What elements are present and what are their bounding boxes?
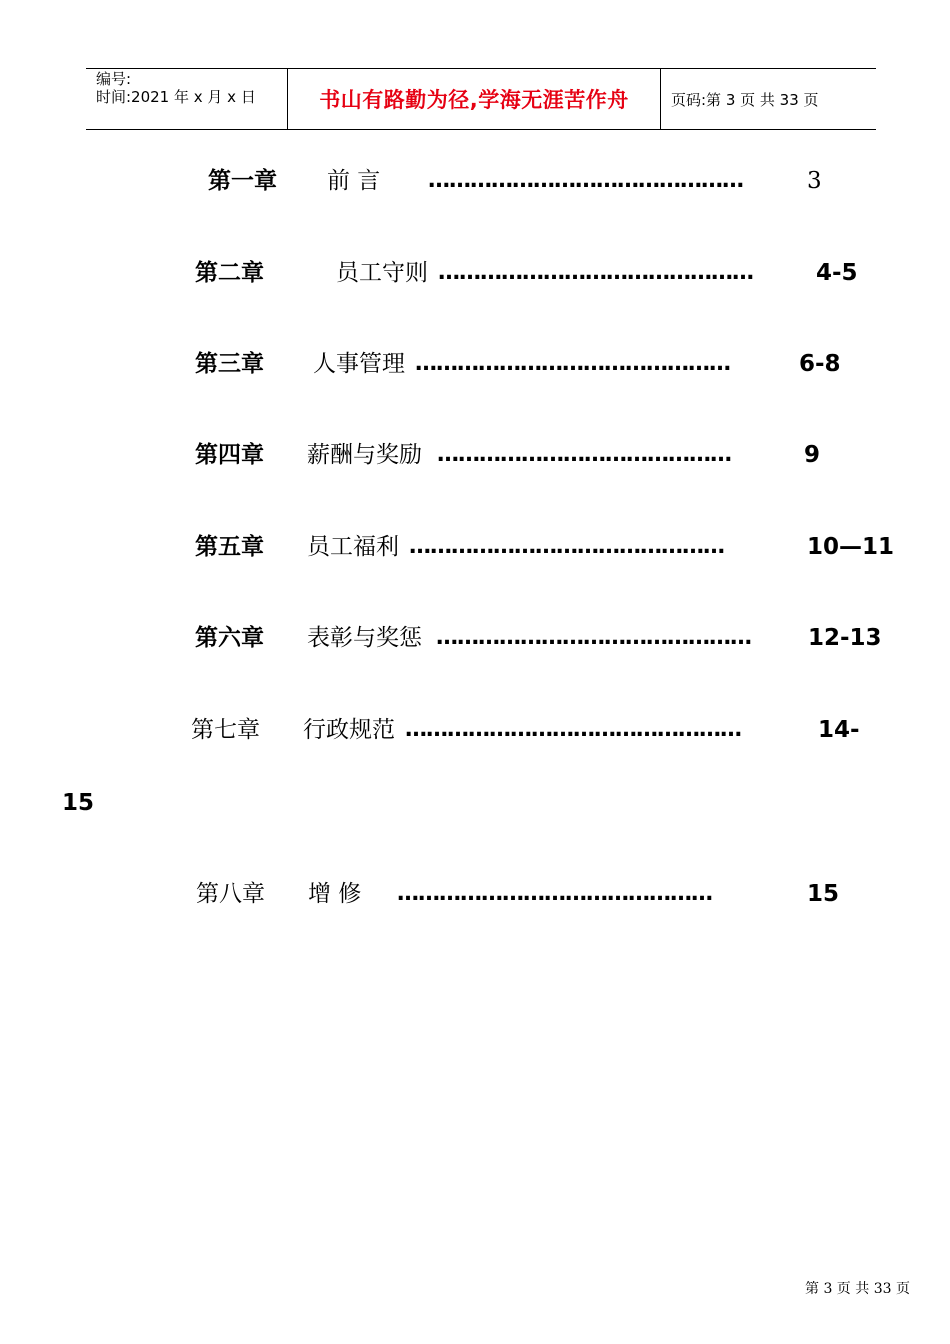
toc-title: 行政规范 [303, 717, 395, 743]
toc-entry [0, 435, 950, 475]
toc-entry [0, 253, 950, 293]
toc-pages: 10—11 [807, 534, 895, 560]
toc-pages: 15 [807, 881, 840, 907]
toc-chapter: 第三章 [195, 351, 264, 377]
toc-pages: 4-5 [816, 260, 858, 286]
toc-chapter: 第二章 [195, 260, 264, 286]
toc-entry [0, 344, 950, 384]
toc-pages: 14- [818, 717, 860, 743]
toc-pages: 12-13 [808, 625, 882, 651]
toc-chapter: 第六章 [195, 625, 264, 651]
toc-leader: ……………………………………… [436, 625, 751, 650]
toc-title: 增 修 [308, 881, 362, 907]
toc-title: 员工守则 [336, 260, 428, 286]
header-motto: 书山有路勤为径,学海无涯苦作舟 [319, 88, 629, 112]
toc-chapter: 第四章 [195, 442, 264, 468]
toc-chapter: 第五章 [195, 534, 264, 560]
toc-title: 前 言 [327, 168, 381, 194]
toc-pages-wrap: 15 [62, 790, 95, 816]
toc-leader: ……………………………………… [409, 534, 724, 559]
toc-title: 表彰与奖惩 [307, 625, 422, 651]
toc-leader: ……………………………………… [438, 260, 753, 285]
toc-pages: 3 [807, 168, 822, 194]
toc-title: 薪酬与奖励 [307, 442, 422, 468]
toc-leader: ……………………………………… [397, 881, 712, 906]
toc-leader: ……………………………………… [415, 351, 730, 376]
toc-entry [0, 161, 950, 201]
toc-leader: ……………………………………… [428, 168, 743, 193]
toc-pages: 9 [804, 442, 821, 468]
page-footer: 第 3 页 共 33 页 [805, 1281, 910, 1297]
toc-chapter: 第八章 [196, 881, 265, 907]
toc-entry [0, 527, 950, 567]
header-meta-cell [86, 69, 288, 129]
toc-chapter: 第一章 [208, 168, 277, 194]
page-header [86, 68, 876, 130]
time-label: 时间:2021 年 x 月 x 日 [96, 88, 256, 106]
serial-label: 编号: [96, 70, 132, 88]
toc-entry [0, 710, 950, 750]
toc-leader: …………………………………… [437, 442, 731, 467]
header-page-cell [661, 69, 876, 129]
toc-pages: 6-8 [799, 351, 841, 377]
header-page-info: 页码:第 3 页 共 33 页 [671, 90, 819, 109]
header-motto-cell [288, 69, 661, 129]
toc-leader: ………………………………………… [405, 717, 741, 742]
toc-entry [0, 874, 950, 914]
toc-entry [0, 618, 950, 658]
toc-title: 员工福利 [307, 534, 399, 560]
toc-chapter: 第七章 [191, 717, 260, 743]
toc-title: 人事管理 [313, 351, 405, 377]
